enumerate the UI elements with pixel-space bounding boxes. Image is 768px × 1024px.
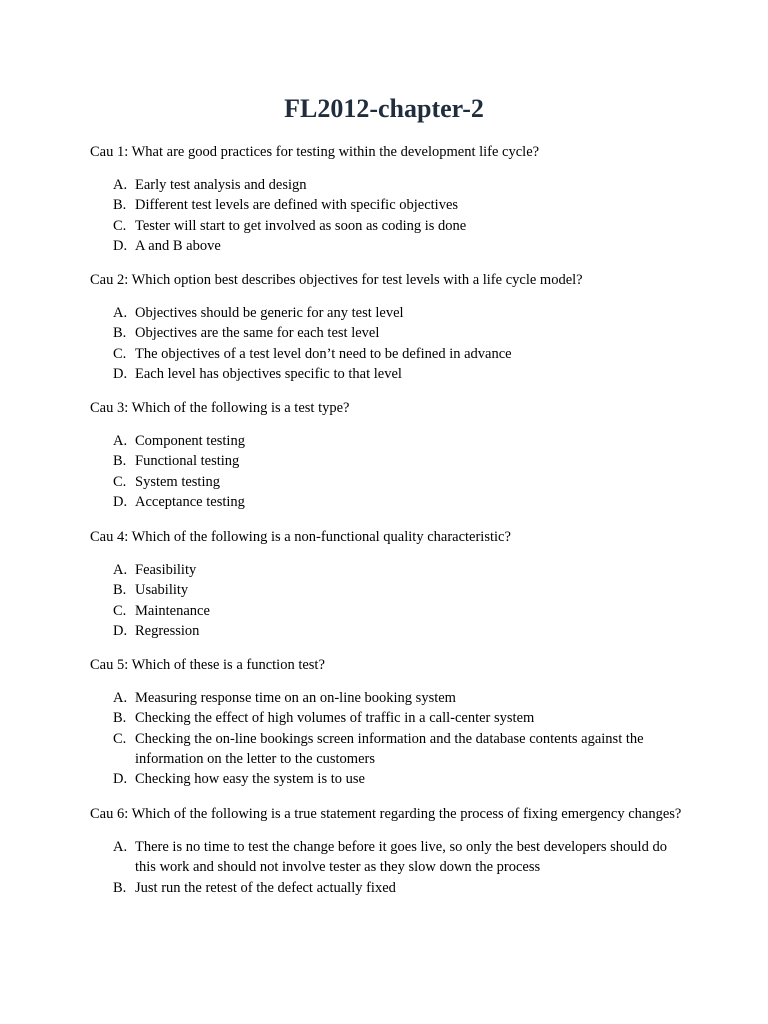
option-item [90, 364, 690, 384]
option-text: Early test analysis and design [135, 177, 307, 193]
option-text: A and B above [135, 237, 221, 254]
option-letter: A. [113, 690, 128, 706]
option-item [90, 769, 690, 789]
option-letter: B. [113, 879, 127, 896]
question-text: Cau 1: What are good practices for testing within the development life cycle? [90, 144, 540, 160]
option-list [90, 431, 690, 512]
option-item [90, 708, 690, 728]
question-2 [90, 270, 690, 384]
option-item [90, 729, 690, 770]
option-item [90, 472, 690, 492]
option-text: Checking how easy the system is to use [135, 771, 365, 788]
option-text: Measuring response time on an on-line booking system [135, 690, 456, 706]
option-item [90, 216, 690, 236]
option-letter: D. [113, 493, 128, 510]
option-item [90, 492, 690, 512]
option-text: Usability [135, 582, 189, 599]
question-1 [90, 142, 690, 256]
option-letter: B. [113, 453, 127, 470]
option-text: Each level has objectives specific to that level [135, 365, 402, 382]
option-letter: A. [113, 839, 128, 855]
option-letter: D. [113, 365, 128, 382]
option-letter: A. [113, 433, 128, 449]
question-3 [90, 398, 690, 512]
option-item [90, 560, 690, 580]
option-text: Acceptance testing [135, 493, 245, 510]
question-text: Cau 4: Which of the following is a non-functional quality characteristic? [90, 529, 511, 545]
question-5 [90, 655, 690, 789]
option-text: Objectives are the same for each test level [135, 325, 380, 342]
option-list [90, 688, 690, 789]
option-text: Checking the effect of high volumes of traffic in a call-center system [135, 710, 535, 727]
option-item [90, 175, 690, 195]
option-item [90, 236, 690, 256]
option-list [90, 560, 690, 641]
option-text: System testing [135, 473, 220, 490]
option-letter: B. [113, 710, 127, 727]
option-item [90, 195, 690, 215]
question-text: Cau 2: Which option best describes objectives for test levels with a life cycle model? [90, 272, 583, 288]
option-letter: C. [113, 217, 127, 234]
option-item [90, 837, 690, 878]
option-item [90, 323, 690, 343]
option-list [90, 175, 690, 256]
option-item [90, 431, 690, 451]
option-text: Checking the on-line bookings screen information and the database contents against the information on the letter to the customers [135, 730, 644, 767]
option-text: Component testing [135, 433, 245, 449]
question-text: Cau 6: Which of the following is a true statement regarding the process of fixing emergency changes? [90, 806, 682, 822]
option-letter: C. [113, 473, 127, 490]
option-item [90, 601, 690, 621]
option-text: Different test levels are defined with specific objectives [135, 197, 459, 214]
option-item [90, 878, 690, 898]
option-letter: B. [113, 197, 127, 214]
option-text: There is no time to test the change before it goes live, so only the best developers should do this work and should not involve tester as they slow down the process [135, 839, 667, 876]
option-item [90, 688, 690, 708]
option-letter: C. [113, 602, 127, 619]
option-item [90, 621, 690, 641]
option-item [90, 344, 690, 364]
option-letter: C. [113, 345, 127, 362]
option-text: Regression [135, 622, 200, 639]
option-letter: D. [113, 622, 128, 639]
question-text: Cau 3: Which of the following is a test type? [90, 400, 350, 416]
document-title: FL2012-chapter-2 [284, 94, 484, 123]
option-list [90, 303, 690, 384]
option-item [90, 303, 690, 323]
option-text: Just run the retest of the defect actually fixed [135, 879, 396, 896]
option-letter: B. [113, 582, 127, 599]
option-text: The objectives of a test level don’t need to be defined in advance [135, 345, 512, 362]
option-letter: D. [113, 771, 128, 788]
question-text: Cau 5: Which of these is a function test? [90, 657, 325, 673]
option-letter: A. [113, 177, 128, 193]
option-item [90, 451, 690, 471]
option-text: Tester will start to get involved as soon as coding is done [135, 217, 467, 234]
option-letter: A. [113, 562, 128, 578]
option-list [90, 837, 690, 898]
option-text: Feasibility [135, 562, 197, 578]
question-6 [90, 804, 690, 898]
option-letter: B. [113, 325, 127, 342]
option-text: Maintenance [135, 602, 210, 619]
option-letter: D. [113, 237, 128, 254]
option-text: Functional testing [135, 453, 240, 470]
option-item [90, 580, 690, 600]
option-text: Objectives should be generic for any test level [135, 305, 404, 321]
option-letter: A. [113, 305, 128, 321]
option-letter: C. [113, 730, 127, 747]
question-4 [90, 527, 690, 641]
